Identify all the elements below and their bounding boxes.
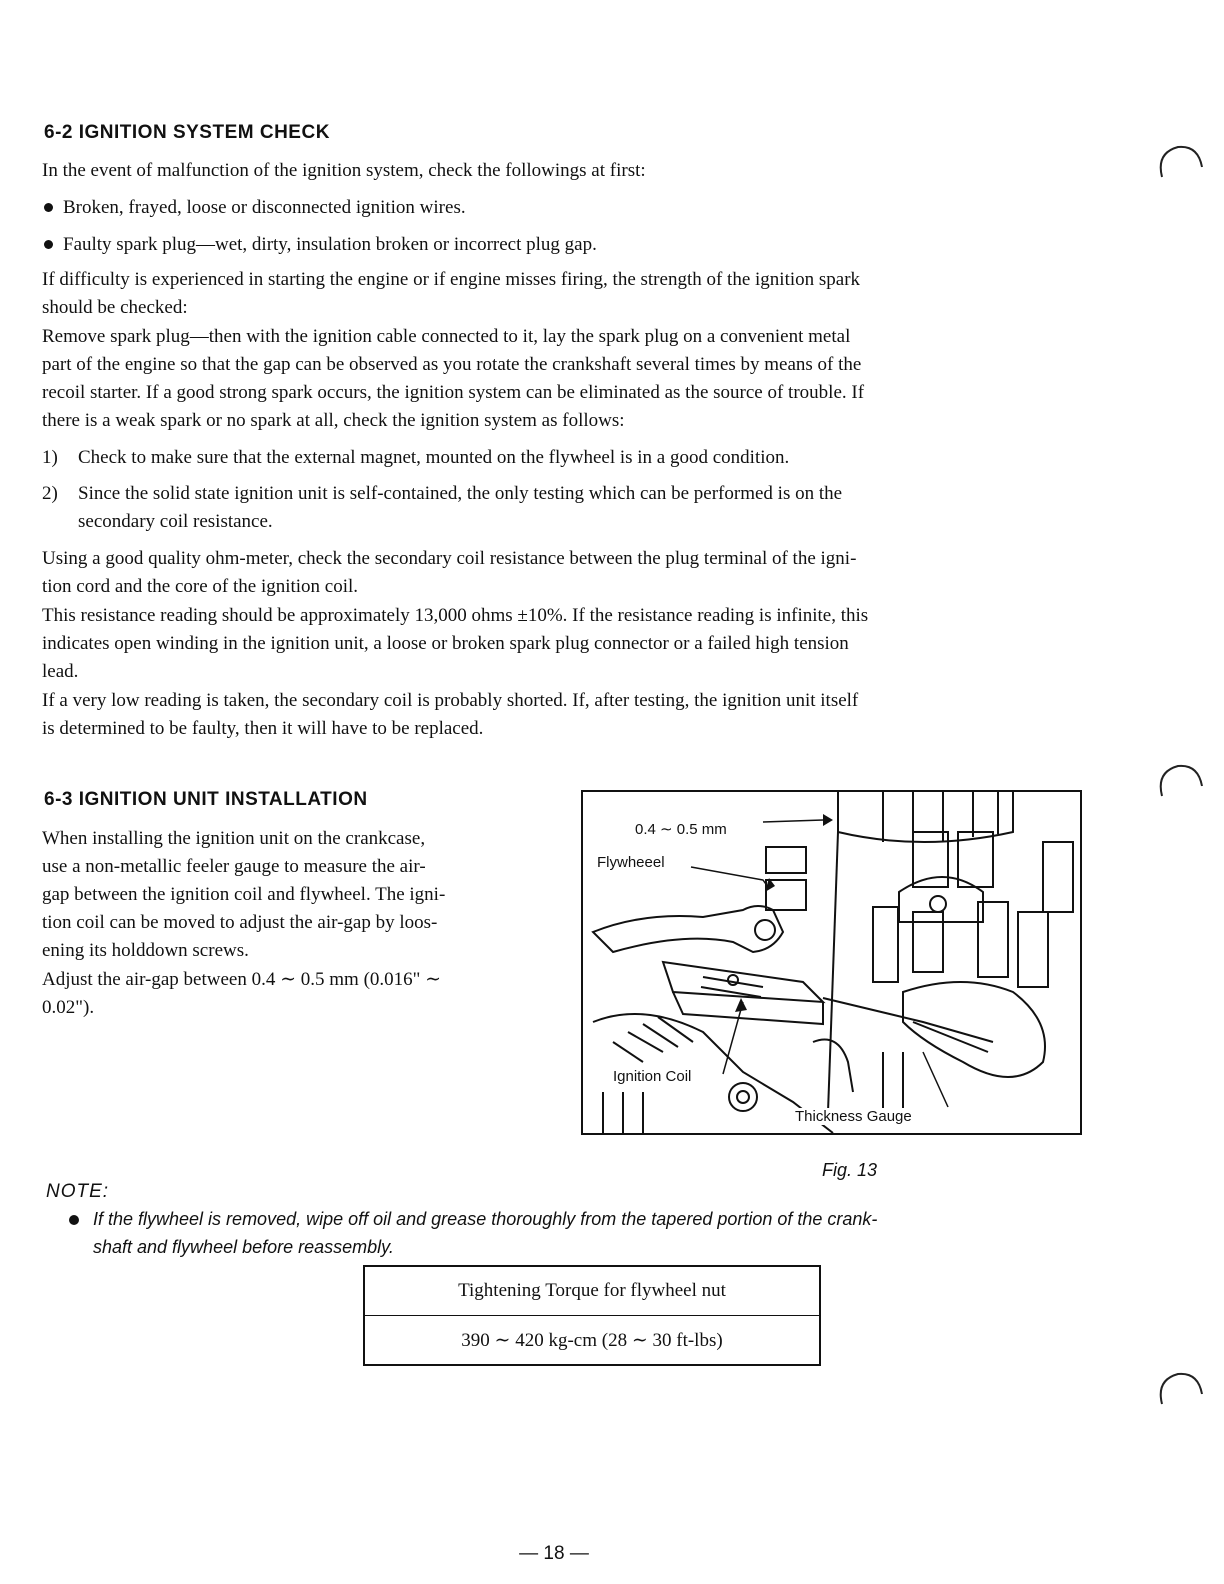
intro-text: In the event of malfunction of the ignition system, check the followings at first: [42,160,646,181]
paragraph-line: part of the engine so that the gap can be observed as you rotate the crankshaft several times by means of the [42,354,862,375]
paragraph-line: lead. [42,661,79,682]
binder-hole-icon [1156,1370,1204,1422]
paragraph-line: ening its holddown screws. [42,940,249,961]
paragraph-line: When installing the ignition unit on the crankcase, [42,828,426,849]
paragraph-line: there is a weak spark or no spark at all, check the ignition system as follows: [42,410,625,431]
numbered-step: 1) Check to make sure that the external magnet, mounted on the flywheel is in a good condition. [42,447,790,468]
bullet-dot-icon [69,1215,79,1225]
paragraph-line: If difficulty is experienced in starting the engine or if engine misses firing, the strength of the ignition spark [42,269,861,290]
paragraph-line: should be checked: [42,297,188,318]
paragraph-line: is determined to be faulty, then it will have to be replaced. [42,718,484,739]
paragraph-line: This resistance reading should be approximately 13,000 ohms ±10%. If the resistance reading is infinite, this [42,605,869,626]
binder-hole-icon [1156,762,1204,814]
torque-table [363,1265,821,1366]
paragraph-line: Using a good quality ohm-meter, check the secondary coil resistance between the plug terminal of the igni- [42,548,857,569]
label-thickness-gauge: Thickness Gauge [795,1108,912,1125]
section-title-ignition-check: 6-2 IGNITION SYSTEM CHECK [44,122,330,143]
figure-caption: Fig. 13 [822,1160,878,1180]
note-line: If the flywheel is removed, wipe off oil and grease thoroughly from the tapered portion of the crank- [93,1209,878,1229]
paragraph-line: gap between the ignition coil and flywheel. The igni- [42,884,446,905]
label-gap: 0.4 ∼ 0.5 mm [635,821,727,838]
numbered-step: 2) Since the solid state ignition unit is self-contained, the only testing which can be performed is on the [42,483,843,504]
note-line: shaft and flywheel before reassembly. [93,1237,394,1257]
paragraph-line: Adjust the air-gap between 0.4 ∼ 0.5 mm (0.016" ∼ [42,969,442,990]
torque-table-header: Tightening Torque for flywheel nut [364,1266,820,1316]
paragraph-line: recoil starter. If a good strong spark occurs, the ignition system can be eliminated as the source of trouble. If [42,382,865,403]
label-ignition-coil: Ignition Coil [613,1068,692,1085]
bullet-item: Broken, frayed, loose or disconnected ignition wires. [42,194,466,222]
paragraph-line: 0.02"). [42,997,95,1018]
paragraph-line: If a very low reading is taken, the secondary coil is probably shorted. If, after testing, the ignition unit itself [42,690,859,711]
page-number: — 18 — [519,1543,589,1564]
paragraph-line: tion cord and the core of the ignition coil. [42,576,359,597]
note-title: NOTE: [46,1181,110,1202]
bullet-dot-icon [44,203,53,212]
section-title-installation: 6-3 IGNITION UNIT INSTALLATION [44,789,368,810]
label-flywheel: Flywheeel [597,854,665,871]
paragraph-line: tion coil can be moved to adjust the air-gap by loos- [42,912,438,933]
torque-table-value: 390 ∼ 420 kg-cm (28 ∼ 30 ft-lbs) [364,1316,820,1366]
paragraph-line: indicates open winding in the ignition unit, a loose or broken spark plug connector or a failed high tension [42,633,849,654]
binder-hole-icon [1156,143,1204,195]
numbered-step-continuation: secondary coil resistance. [78,511,273,532]
figure-ignition-coil-illustration [581,790,1082,1135]
bullet-dot-icon [44,240,53,249]
bullet-item: Faulty spark plug—wet, dirty, insulation broken or incorrect plug gap. [42,231,597,259]
paragraph-line: Remove spark plug—then with the ignition cable connected to it, lay the spark plug on a convenient metal [42,326,851,347]
paragraph-line: use a non-metallic feeler gauge to measure the air- [42,856,426,877]
